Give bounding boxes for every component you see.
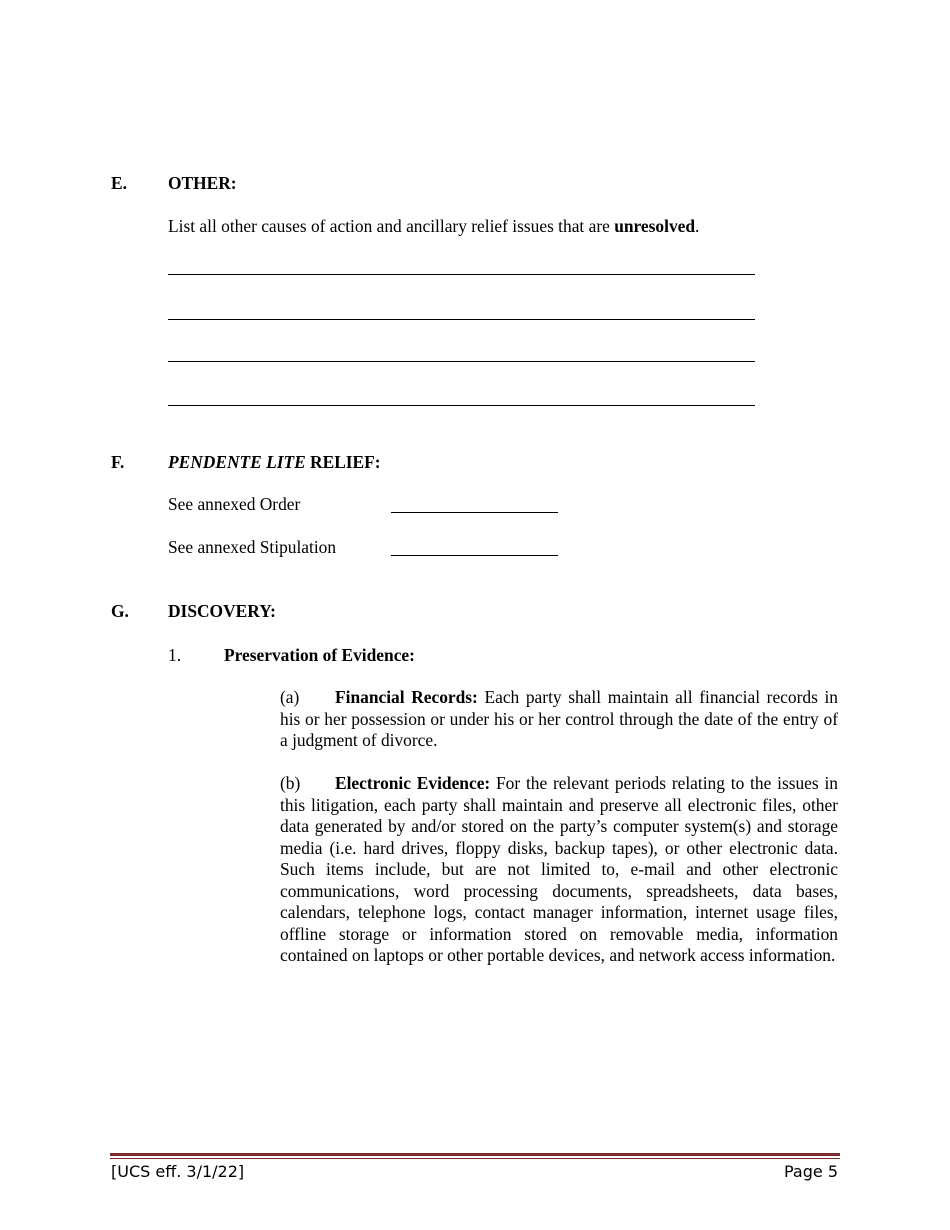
paragraph-b <box>280 773 838 967</box>
paragraph-b-heading: Electronic Evidence: <box>335 773 491 793</box>
section-f-title <box>168 452 381 474</box>
paragraph-b-label: (b) <box>280 773 301 793</box>
blank-line-2[interactable] <box>168 319 755 320</box>
annexed-order-label: See annexed Order <box>168 494 301 514</box>
section-e-title: OTHER: <box>168 173 237 193</box>
blank-line-1[interactable] <box>168 274 755 275</box>
section-f-title-rest: RELIEF: <box>305 452 381 472</box>
footer-rule-thick <box>110 1153 840 1156</box>
instruction-bold-text: unresolved <box>614 216 696 236</box>
instruction-period: . <box>695 216 700 236</box>
blank-line-3[interactable] <box>168 361 755 362</box>
paragraph-b-text: For the relevant periods relating to the issues in this litigation, each party shall maintain and preserve all electronic files, other data generated by and/or stored on the party’s computer system(s) and storage media (i.e. hard drives, floppy disks, backup tapes), or other electronic data. Such items include, but are not limited to, e-mail and other electronic communications, word processing documents, spreadsheets, data bases, calendars, telephone logs, contact manager information, internet usage files, offline storage or information stored on removable media, information contained on laptops or other portable devices, and network access information. <box>280 773 838 965</box>
annexed-stipulation-label: See annexed Stipulation <box>168 537 337 557</box>
section-e-letter: E. <box>111 173 127 193</box>
annexed-order-line[interactable] <box>391 512 558 513</box>
paragraph-a-heading: Financial Records: <box>335 687 478 707</box>
instruction-text: List all other causes of action and ancillary relief issues that are <box>168 216 615 236</box>
paragraph-a-label: (a) <box>280 687 300 707</box>
footer-form-version: [UCS eff. 3/1/22] <box>111 1162 245 1181</box>
paragraph-a <box>280 687 838 752</box>
annexed-stipulation-line[interactable] <box>391 555 558 556</box>
section-g-letter: G. <box>111 601 129 621</box>
paragraph-a-text: Each party shall maintain all financial records in his or her possession or under his or her control through the date of the entry of a judgment of divorce. <box>280 687 838 750</box>
footer-page-number: Page 5 <box>784 1162 838 1181</box>
item-1-title: Preservation of Evidence: <box>224 645 415 665</box>
section-g-title: DISCOVERY: <box>168 601 276 621</box>
section-f-title-italic: PENDENTE LITE <box>168 452 306 472</box>
section-e-instruction <box>168 216 699 238</box>
section-f-letter: F. <box>111 452 125 472</box>
blank-line-4[interactable] <box>168 405 755 406</box>
footer-rule-thin <box>110 1158 840 1159</box>
item-1-number: 1. <box>168 645 182 665</box>
